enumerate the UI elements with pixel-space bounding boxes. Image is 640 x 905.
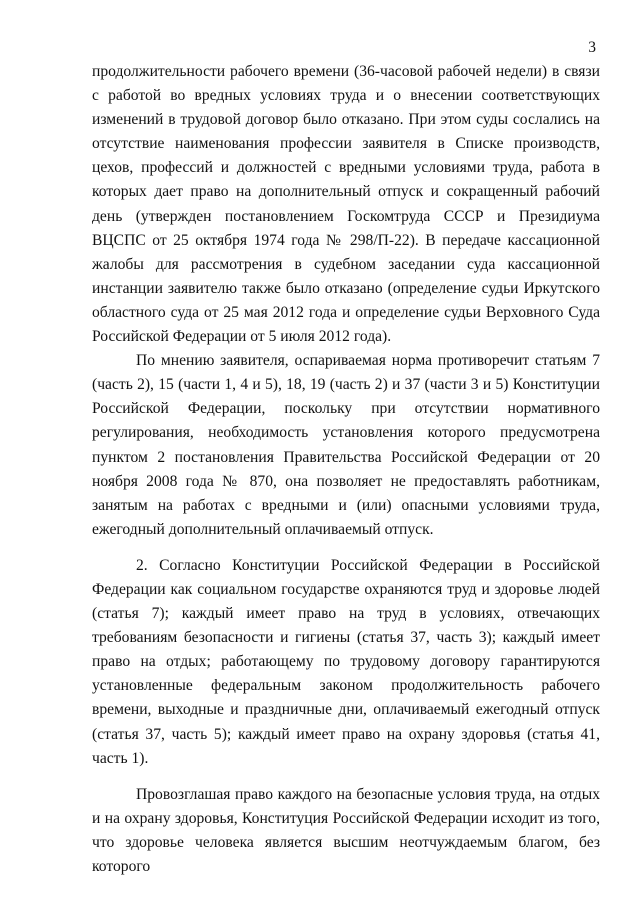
paragraph-applicant-opinion: По мнению заявителя, оспариваемая норма противоречит статьям 7 (часть 2), 15 (части 1, 4 и 5), 18, 19 (часть 2) и 37 (части 3 и 5) Конституции Российской Федерации, поскольку при отсутствии нормативного регулирования, необходимость установления которого предусмотрена пунктом 2 постановления Правительства Российской Федерации от 20 ноября 2008 года № 870, она позволяет не предоставлять работникам, занятым на работах с вредными и (или) опасными условиями труда, ежегодный дополнительный оплачиваемый отпуск. bbox=[92, 352, 600, 538]
paragraph-continuation: продолжительности рабочего времени (36-часовой рабочей недели) в связи с работой во вредных условиях труда и о внесении соответствующих изменений в трудовой договор было отказано. При этом суды сослались на отсутствие наименования профессии заявителя в Списке производств, цехов, профессий и должностей с вредными условиями труда, работа в которых дает право на дополнительный отпуск и сокращенный рабочий день (утвержден постановлением Госкомтруда СССР и Президиума ВЦСПС от 25 октября 1974 года № 298/П-22). В передаче кассационной жалобы для рассмотрения в судебном заседании суда кассационной инстанции заявителю также было отказано (определение судьи Иркутского областного суда от 25 мая 2012 года и определение судьи Верховного Суда Российской Федерации от 5 июля 2012 года). bbox=[92, 63, 600, 346]
document-body bbox=[92, 60, 600, 879]
page-number: 3 bbox=[588, 39, 596, 56]
paragraph-constitution-section-2: 2. Согласно Конституции Российской Федерации в Российской Федерации как социальном государстве охраняются труд и здоровье людей (статья 7); каждый имеет право на труд в условиях, отвечающих требованиям безопасности и гигиены (статья 37, часть 3); каждый имеет право на отдых; работающему по трудовому договору гарантируются установленные федеральным законом продолжительность рабочего времени, выходные и праздничные дни, оплачиваемый ежегодный отпуск (статья 37, часть 5); каждый имеет право на охрану здоровья (статья 41, часть 1). bbox=[92, 556, 600, 767]
paragraph-health-rights: Провозглашая право каждого на безопасные условия труда, на отдых и на охрану здоровья, Конституция Российской Федерации исходит из того, что здоровье человека является высшим неотчуждаемым благом, без которого bbox=[92, 785, 600, 875]
